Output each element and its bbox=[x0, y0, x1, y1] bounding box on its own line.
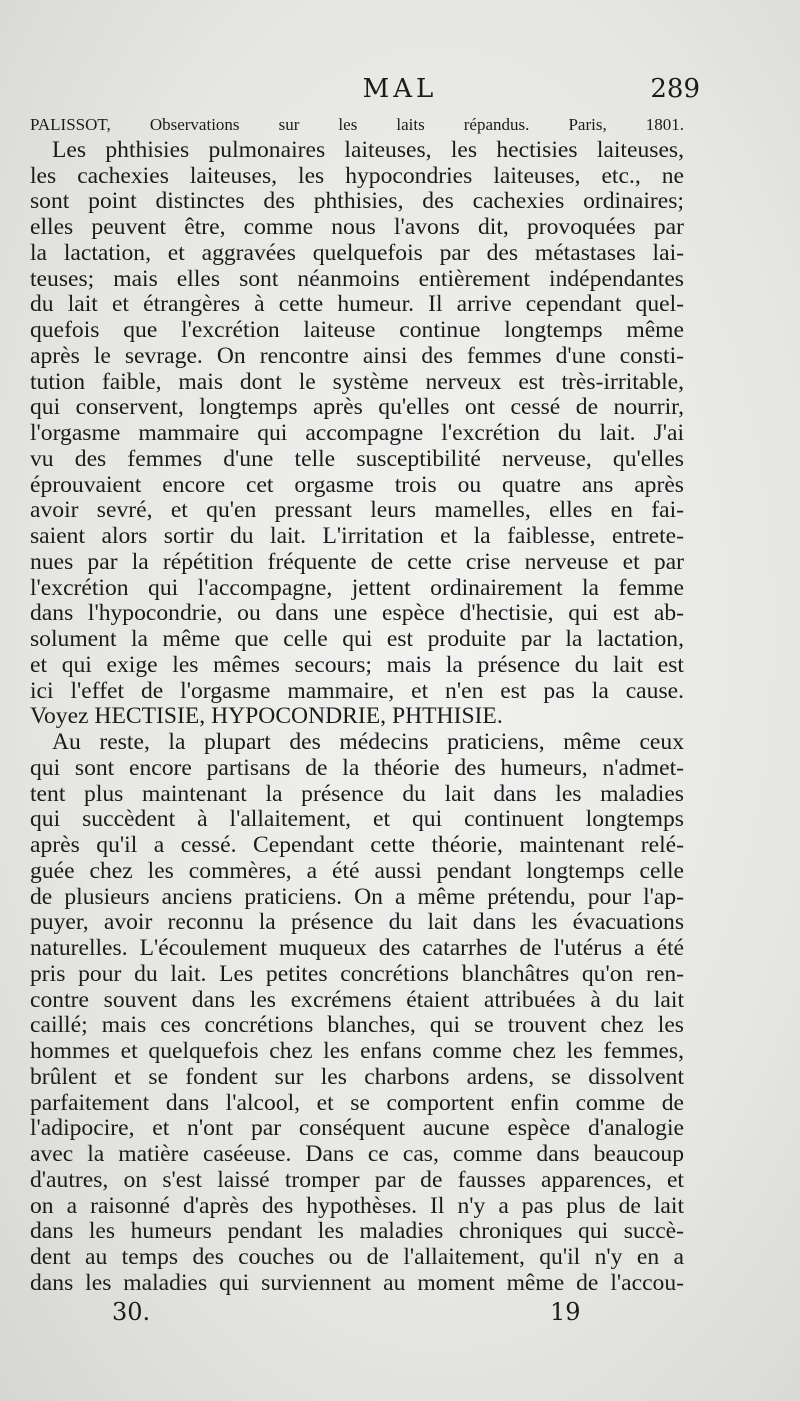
text-line: éprouvaient encore cet orgasme trois ou quatre ans après bbox=[30, 471, 684, 498]
text-line: Les phthisies pulmonaires laiteuses, les hectisies laiteuses, bbox=[52, 136, 684, 163]
text-line: qui sont encore partisans de la théorie des humeurs, n'admet- bbox=[30, 754, 684, 781]
text-line: qui succèdent à l'allaitement, et qui continuent longtemps bbox=[30, 806, 684, 833]
text-line: la lactation, et aggravées quelquefois par des métastases lai- bbox=[30, 239, 684, 266]
sheet-signature: 19 bbox=[550, 1298, 581, 1326]
text-line: elles peuvent être, comme nous l'avons dit, provoquées par bbox=[30, 214, 684, 240]
text-line: hommes et quelquefois chez les enfans comme chez les femmes, bbox=[30, 1038, 684, 1064]
text-line: nues par la répétition fréquente de cette crise nerveuse et par bbox=[30, 548, 684, 575]
text-line: puyer, avoir reconnu la présence du lait dans les évacuations bbox=[30, 909, 684, 936]
text-line: pris pour du lait. Les petites concrétions blanchâtres qu'on ren- bbox=[30, 960, 684, 987]
text-line: ici l'effet de l'orgasme mammaire, et n'en est pas la cause. bbox=[30, 677, 684, 704]
text-line: après qu'il a cessé. Cependant cette théorie, maintenant relé- bbox=[30, 832, 684, 858]
text-line: caillé; mais ces concrétions blanches, qui se trouvent chez les bbox=[30, 1012, 684, 1039]
running-head: MAL bbox=[362, 74, 438, 104]
text-line: guée chez les commères, a été aussi pendant longtemps celle bbox=[30, 857, 684, 884]
text-line: Voyez HECTISIE, HYPOCONDRIE, PHTHISIE. bbox=[30, 703, 503, 730]
volume-signature: 30. bbox=[112, 1298, 151, 1326]
text-line: d'autres, on s'est laissé tromper par de fausses apparences, et bbox=[30, 1166, 684, 1193]
text-line: saient alors sortir du lait. L'irritation et la faiblesse, entrete- bbox=[30, 523, 684, 549]
body-text bbox=[30, 112, 684, 1297]
text-line: l'orgasme mammaire qui accompagne l'excrétion du lait. J'ai bbox=[30, 420, 684, 446]
text-line: qui conservent, longtemps après qu'elles ont cessé de nourrir, bbox=[30, 394, 684, 421]
text-line: sont point distinctes des phthisies, des cachexies ordinaires; bbox=[30, 188, 684, 215]
text-line: l'excrétion qui l'accompagne, jettent ordinairement la femme bbox=[30, 574, 684, 601]
text-line: du lait et étrangères à cette humeur. Il arrive cependant quel- bbox=[30, 291, 684, 318]
text-line: quefois que l'excrétion laiteuse continue longtemps même bbox=[30, 317, 684, 343]
page-header bbox=[0, 74, 800, 110]
text-line: PALISSOT, Observations sur les laits répandus. Paris, 1801. bbox=[30, 115, 684, 134]
text-line: et qui exige les mêmes secours; mais la présence du lait est bbox=[30, 651, 684, 678]
text-line: teuses; mais elles sont néanmoins entièrement indépendantes bbox=[30, 265, 684, 292]
text-line: tution faible, mais dont le système nerveux est très-irritable, bbox=[30, 368, 684, 395]
page-number: 289 bbox=[650, 74, 700, 104]
text-line: Au reste, la plupart des médecins praticiens, même ceux bbox=[52, 729, 684, 755]
text-line: dans l'hypocondrie, ou dans une espèce d'hectisie, qui est ab- bbox=[30, 600, 684, 627]
text-line: brûlent et se fondent sur les charbons ardens, se dissolvent bbox=[30, 1063, 684, 1090]
text-line: contre souvent dans les excrémens étaient attribuées à du lait bbox=[30, 986, 684, 1013]
text-line: dans les maladies qui surviennent au moment même de l'accou- bbox=[30, 1269, 684, 1296]
page-footer bbox=[0, 1298, 800, 1328]
text-line: dans les humeurs pendant les maladies chroniques qui succè- bbox=[30, 1218, 684, 1245]
text-line: parfaitement dans l'alcool, et se comportent enfin comme de bbox=[30, 1089, 684, 1116]
text-line: les cachexies laiteuses, les hypocondries laiteuses, etc., ne bbox=[30, 162, 684, 189]
text-line: vu des femmes d'une telle susceptibilité nerveuse, qu'elles bbox=[30, 445, 684, 472]
text-line: avoir sevré, et qu'en pressant leurs mamelles, elles en fai- bbox=[30, 497, 684, 524]
text-line: tent plus maintenant la présence du lait dans les maladies bbox=[30, 780, 684, 807]
text-line: de plusieurs anciens praticiens. On a même prétendu, pour l'ap- bbox=[30, 883, 684, 910]
text-line: l'adipocire, et n'ont par conséquent aucune espèce d'analogie bbox=[30, 1115, 684, 1142]
text-line: avec la matière caséeuse. Dans ce cas, comme dans beaucoup bbox=[30, 1141, 684, 1167]
text-line: dent au temps des couches ou de l'allaitement, qu'il n'y en a bbox=[30, 1244, 684, 1270]
text-line: on a raisonné d'après des hypothèses. Il n'y a pas plus de lait bbox=[30, 1192, 684, 1219]
text-line: après le sevrage. On rencontre ainsi des femmes d'une consti- bbox=[30, 342, 684, 369]
text-line: naturelles. L'écoulement muqueux des catarrhes de l'utérus a été bbox=[30, 935, 684, 961]
text-line: solument la même que celle qui est produite par la lactation, bbox=[30, 626, 684, 652]
